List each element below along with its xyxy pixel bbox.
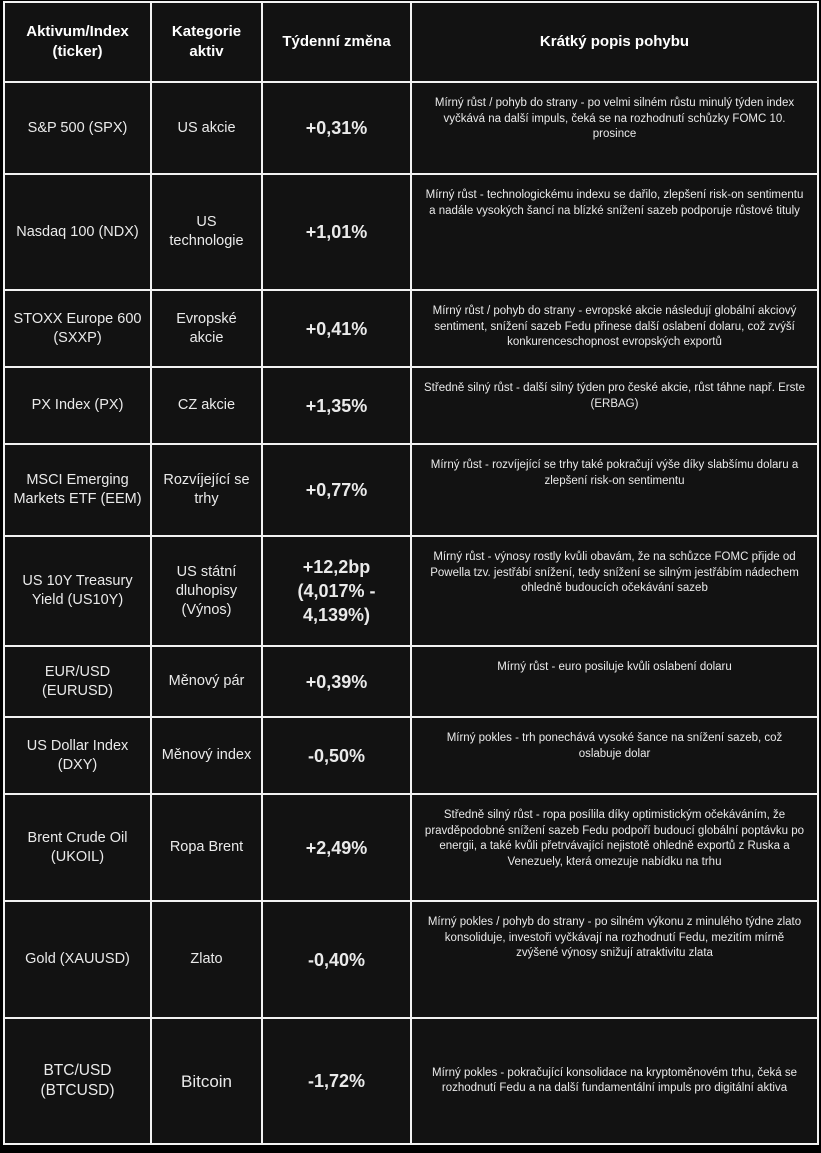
asset-cell: S&P 500 (SPX) xyxy=(4,82,151,174)
table-row xyxy=(4,901,818,1018)
category-cell: Bitcoin xyxy=(151,1018,262,1144)
weekly-market-table xyxy=(3,1,819,1145)
change-cell: +12,2bp (4,017% - 4,139%) xyxy=(262,536,411,646)
change-cell: -1,72% xyxy=(262,1018,411,1144)
header-asset: Aktivum/Index (ticker) xyxy=(4,2,151,82)
change-cell: +0,31% xyxy=(262,82,411,174)
description-cell: Mírný růst / pohyb do strany - evropské akcie následují globální akciový sentiment, snížení sazeb Fedu přinese další oslabení dolaru, což zvýší konkurenceschopnost evropských exportů xyxy=(411,290,818,367)
asset-cell: Nasdaq 100 (NDX) xyxy=(4,174,151,290)
category-cell: US státní dluhopisy (Výnos) xyxy=(151,536,262,646)
table-row xyxy=(4,444,818,536)
header-change: Týdenní změna xyxy=(262,2,411,82)
category-cell: Evropské akcie xyxy=(151,290,262,367)
change-cell: +0,77% xyxy=(262,444,411,536)
table-row xyxy=(4,367,818,444)
category-cell: Rozvíjející se trhy xyxy=(151,444,262,536)
description-cell: Středně silný růst - ropa posílila díky optimistickým očekáváním, že pravděpodobné snížení sazeb Fedu podpoří budoucí globální poptávku po energii, a také kvůli přetrvávající nejistotě ohledně exportů z Ruska a Venezuely, která omezuje nabídku na trhu xyxy=(411,794,818,901)
change-cell: +2,49% xyxy=(262,794,411,901)
description-cell: Mírný pokles / pohyb do strany - po silném výkonu z minulého týdne zlato konsoliduje, investoři vyčkávají na rozhodnutí Fedu, mezitím mírně zvýšené výnosy snižují atraktivitu zlata xyxy=(411,901,818,1018)
asset-cell: STOXX Europe 600 (SXXP) xyxy=(4,290,151,367)
asset-cell: EUR/USD (EURUSD) xyxy=(4,646,151,717)
change-cell: -0,50% xyxy=(262,717,411,794)
description-cell: Mírný růst - technologickému indexu se dařilo, zlepšení risk-on sentimentu a nadále vysokých šancí na blízké snížení sazeb podporuje růstové tituly xyxy=(411,174,818,290)
table-row xyxy=(4,290,818,367)
category-cell: US akcie xyxy=(151,82,262,174)
asset-cell: US 10Y Treasury Yield (US10Y) xyxy=(4,536,151,646)
description-cell: Mírný růst - výnosy rostly kvůli obavám, že na schůzce FOMC přijde od Powella tzv. jestřábí snížení, tedy snížení se silným jestřábím nádechem ohledně budoucích očekávání sazeb xyxy=(411,536,818,646)
table-row xyxy=(4,717,818,794)
description-cell: Mírný růst - rozvíjející se trhy také pokračují výše díky slabšímu dolaru a zlepšení risk-on sentimentu xyxy=(411,444,818,536)
asset-cell: Brent Crude Oil (UKOIL) xyxy=(4,794,151,901)
category-cell: Zlato xyxy=(151,901,262,1018)
change-cell: -0,40% xyxy=(262,901,411,1018)
table-row xyxy=(4,536,818,646)
asset-cell: PX Index (PX) xyxy=(4,367,151,444)
change-cell: +0,41% xyxy=(262,290,411,367)
table-row xyxy=(4,646,818,717)
category-cell: Měnový pár xyxy=(151,646,262,717)
description-cell: Mírný růst - euro posiluje kvůli oslabení dolaru xyxy=(411,646,818,717)
change-cell: +0,39% xyxy=(262,646,411,717)
description-cell: Středně silný růst - další silný týden pro české akcie, růst táhne např. Erste (ERBAG) xyxy=(411,367,818,444)
change-cell: +1,01% xyxy=(262,174,411,290)
table-row xyxy=(4,82,818,174)
change-cell: +1,35% xyxy=(262,367,411,444)
asset-cell: BTC/USD (BTCUSD) xyxy=(4,1018,151,1144)
asset-cell: Gold (XAUUSD) xyxy=(4,901,151,1018)
header-category: Kategorie aktiv xyxy=(151,2,262,82)
category-cell: CZ akcie xyxy=(151,367,262,444)
asset-cell: US Dollar Index (DXY) xyxy=(4,717,151,794)
table-row xyxy=(4,174,818,290)
header-description: Krátký popis pohybu xyxy=(411,2,818,82)
description-cell: Mírný růst / pohyb do strany - po velmi silném růstu minulý týden index vyčkává na další impuls, čeká se na rozhodnutí schůzky FOMC 10. prosince xyxy=(411,82,818,174)
table-row xyxy=(4,1018,818,1144)
asset-cell: MSCI Emerging Markets ETF (EEM) xyxy=(4,444,151,536)
category-cell: Ropa Brent xyxy=(151,794,262,901)
category-cell: US technologie xyxy=(151,174,262,290)
category-cell: Měnový index xyxy=(151,717,262,794)
table-row xyxy=(4,794,818,901)
description-cell: Mírný pokles - trh ponechává vysoké šance na snížení sazeb, což oslabuje dolar xyxy=(411,717,818,794)
description-cell: Mírný pokles - pokračující konsolidace na kryptoměnovém trhu, čeká se rozhodnutí Fedu a na další fundamentální impuls pro digitální aktiva xyxy=(411,1018,818,1144)
header-row xyxy=(4,2,818,82)
